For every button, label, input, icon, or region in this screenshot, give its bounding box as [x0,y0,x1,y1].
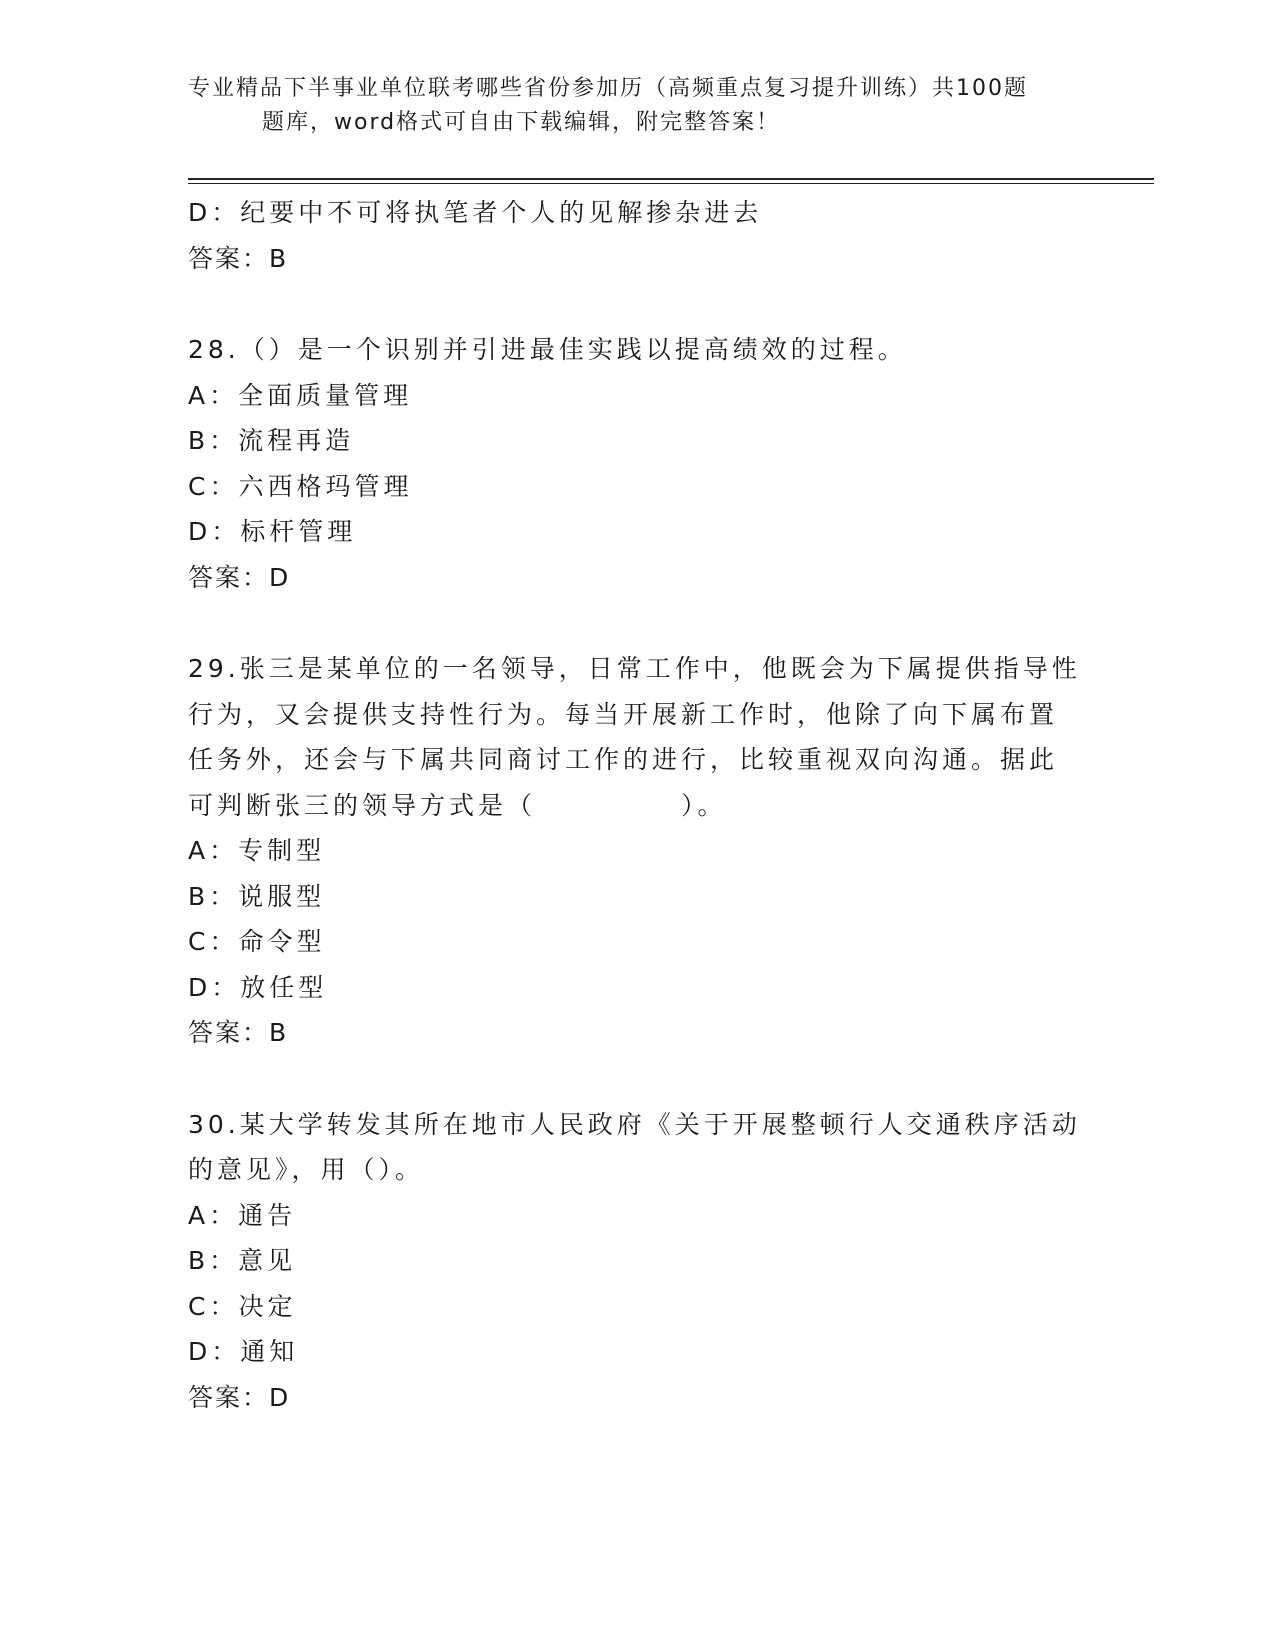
previous-question-tail [188,190,1088,281]
answer-line: 答案：D [188,1382,291,1412]
question-29 [188,646,1088,1056]
option-d: D：放任型 [188,972,328,1002]
option-d: D：纪要中不可将执笔者个人的见解掺杂进去 [188,198,763,227]
header-rule-thick [188,178,1154,180]
answer-line: 答案：B [188,243,289,273]
option-d: D：标杆管理 [188,517,357,546]
stem-line: 30.某大学转发其所在地市人民政府《关于开展整顿行人交通秩序活动 [188,1109,1081,1139]
option-a: A：通告 [188,1200,297,1230]
option-c: C：决定 [188,1291,297,1321]
stem-line: 的意见》，用（）。 [188,1155,425,1184]
option-c: C：六西格玛管理 [188,471,413,501]
option-c: C：命令型 [188,927,326,956]
header-title-line-2: 题库，word格式可自由下载编辑，附完整答案！ [262,110,781,135]
spacer [188,1056,1088,1102]
option-b: B：说服型 [188,881,326,911]
answer-line: 答案：B [188,1018,289,1047]
option-a: A：全面质量管理 [188,380,413,410]
header-rule-thin [188,183,1154,184]
header-title-line-1: 专业精品下半事业单位联考哪些省份参加历（高频重点复习提升训练）共100题 [188,76,1028,101]
spacer [188,600,1088,646]
question-28 [188,327,1088,600]
stem-line: 29.张三是某单位的一名领导，日常工作中，他既会为下属提供指导性 [188,654,1081,683]
document-body [188,190,1088,1420]
question-stem [188,1102,1081,1193]
option-d: D：通知 [188,1337,299,1366]
spacer [188,281,1088,327]
option-b: B：流程再造 [188,426,355,455]
question-stem [188,646,1081,828]
stem-line: 行为，又会提供支持性行为。每当开展新工作时，他除了向下属布置 [188,699,1059,729]
question-stem [188,327,1078,373]
option-a: A：专制型 [188,836,326,865]
question-30 [188,1102,1088,1421]
option-b: B：意见 [188,1246,297,1275]
page-header [188,72,1068,140]
stem-line: 可判断张三的领导方式是（ ）。 [188,790,727,820]
stem-line: 28.（）是一个识别并引进最佳实践以提高绩效的过程。 [188,335,907,364]
answer-line: 答案：D [188,562,291,592]
stem-line: 任务外，还会与下属共同商讨工作的进行，比较重视双向沟通。据此 [188,745,1059,774]
